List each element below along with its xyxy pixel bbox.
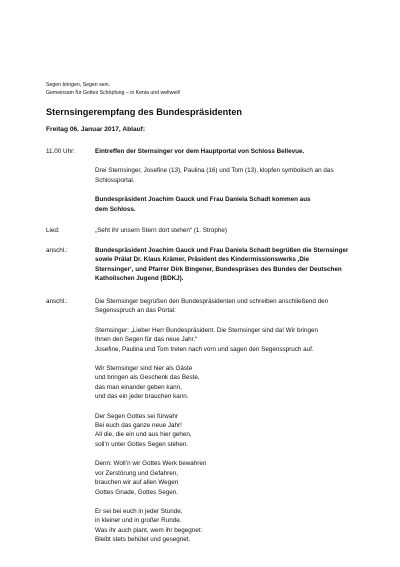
schedule-label: 11.00 Uhr: [46,148,75,155]
schedule-line: Katholischen Jugend (BDKJ). [95,275,184,283]
schedule-line: Bundespräsident Joachim Gauck und Frau Daniela Schadt kommen aus [95,196,311,204]
verse-line: Denn: Woll’n wir Gottes Werk bewahren [95,460,207,468]
schedule-label: anschl.: [46,298,68,305]
verse-line: und das ein jeder brauchen kann. [95,393,189,401]
header-motto: Segen bringen, Segen sein. [46,82,111,88]
verse-line: Wir Sternsinger sind hier als Gäste [95,365,193,373]
verse-line: soll’n unter Gottes Segen stehen. [95,440,189,448]
schedule-line: Die Sternsinger begrüßen den Bundespräsidenten und schreiben anschließend den [95,298,329,305]
schedule-label: Lied: [46,227,60,234]
schedule-line: Schlossportal. [95,176,135,184]
schedule-line: „Seht ihr unsern Stern dort stehen“ (1. Strophe) [95,227,227,234]
verse-line: brauchen wir auf allen Wegen [95,479,179,487]
schedule-line: Bundespräsident Joachim Gauck und Frau Daniela Schadt begrüßen die Sternsinger [95,247,349,254]
verse-line: in kleiner und in großer Runde. [95,517,182,525]
verse-line: Bei euch das ganze neue Jahr! [95,422,182,430]
schedule-line: Josefine, Paulina und Tom treten nach vorn und sagen den Segensspruch auf. [95,345,314,353]
schedule-line: sowie Prälat Dr. Klaus Krämer, Präsident des Kindermissionswerks ‚Die [95,256,310,264]
verse-line: Bleibt stets behütet und gesegnet. [95,536,191,544]
verse-line: Gottes Gnade, Gottes Segen. [95,488,178,496]
verse-line: Der Segen Gottes sei fürwahr [95,412,178,420]
schedule-line: Sternsinger: „Lieber Herr Bundespräsident. Die Sternsinger sind da! Wir bringen [95,326,318,334]
schedule-line: Ihnen den Segen für das neue Jahr.“ [95,336,198,344]
schedule-line: Sternsinger‘, und Pfarrer Dirk Bingener, Bundespräses des Bundes der Deutschen [95,265,342,273]
verse-line: das man einander geben kann, [95,383,182,391]
schedule-content [95,297,365,545]
schedule-line: dem Schloss. [95,205,136,213]
schedule-line: Segensspruch an das Portal: [95,307,176,315]
schedule-content [95,246,365,284]
schedule-content [95,147,365,214]
verse-line: vor Zerstörung und Gefahren, [95,469,178,477]
schedule-content [95,226,365,235]
header-subtitle: Gemeinsam für Gottes Schöpfung – in Kenia und weltweit! [46,89,181,96]
verse-line: Was ihr auch plant, wem ihr begegnet: [95,526,203,534]
document-date: Freitag 06. Januar 2017, Ablauf: [46,126,146,133]
schedule-line: Eintreffen der Sternsinger vor dem Hauptportal von Schloss Bellevue. [95,148,305,155]
header [46,82,180,97]
document-title: Sternsingerempfang des Bundespräsidenten [46,107,243,117]
verse-line: All die, die ein und aus hier gehen, [95,431,192,439]
schedule-line: Drei Sternsinger, Josefine (13), Paulina (16) und Tom (13), klopfen symbolisch an das [95,167,334,175]
verse-line: Er sei bei euch in jeder Stunde, [95,507,183,515]
schedule-label: anschl.: [46,247,68,254]
verse-line: und bringen als Geschenk das Beste, [95,374,200,382]
